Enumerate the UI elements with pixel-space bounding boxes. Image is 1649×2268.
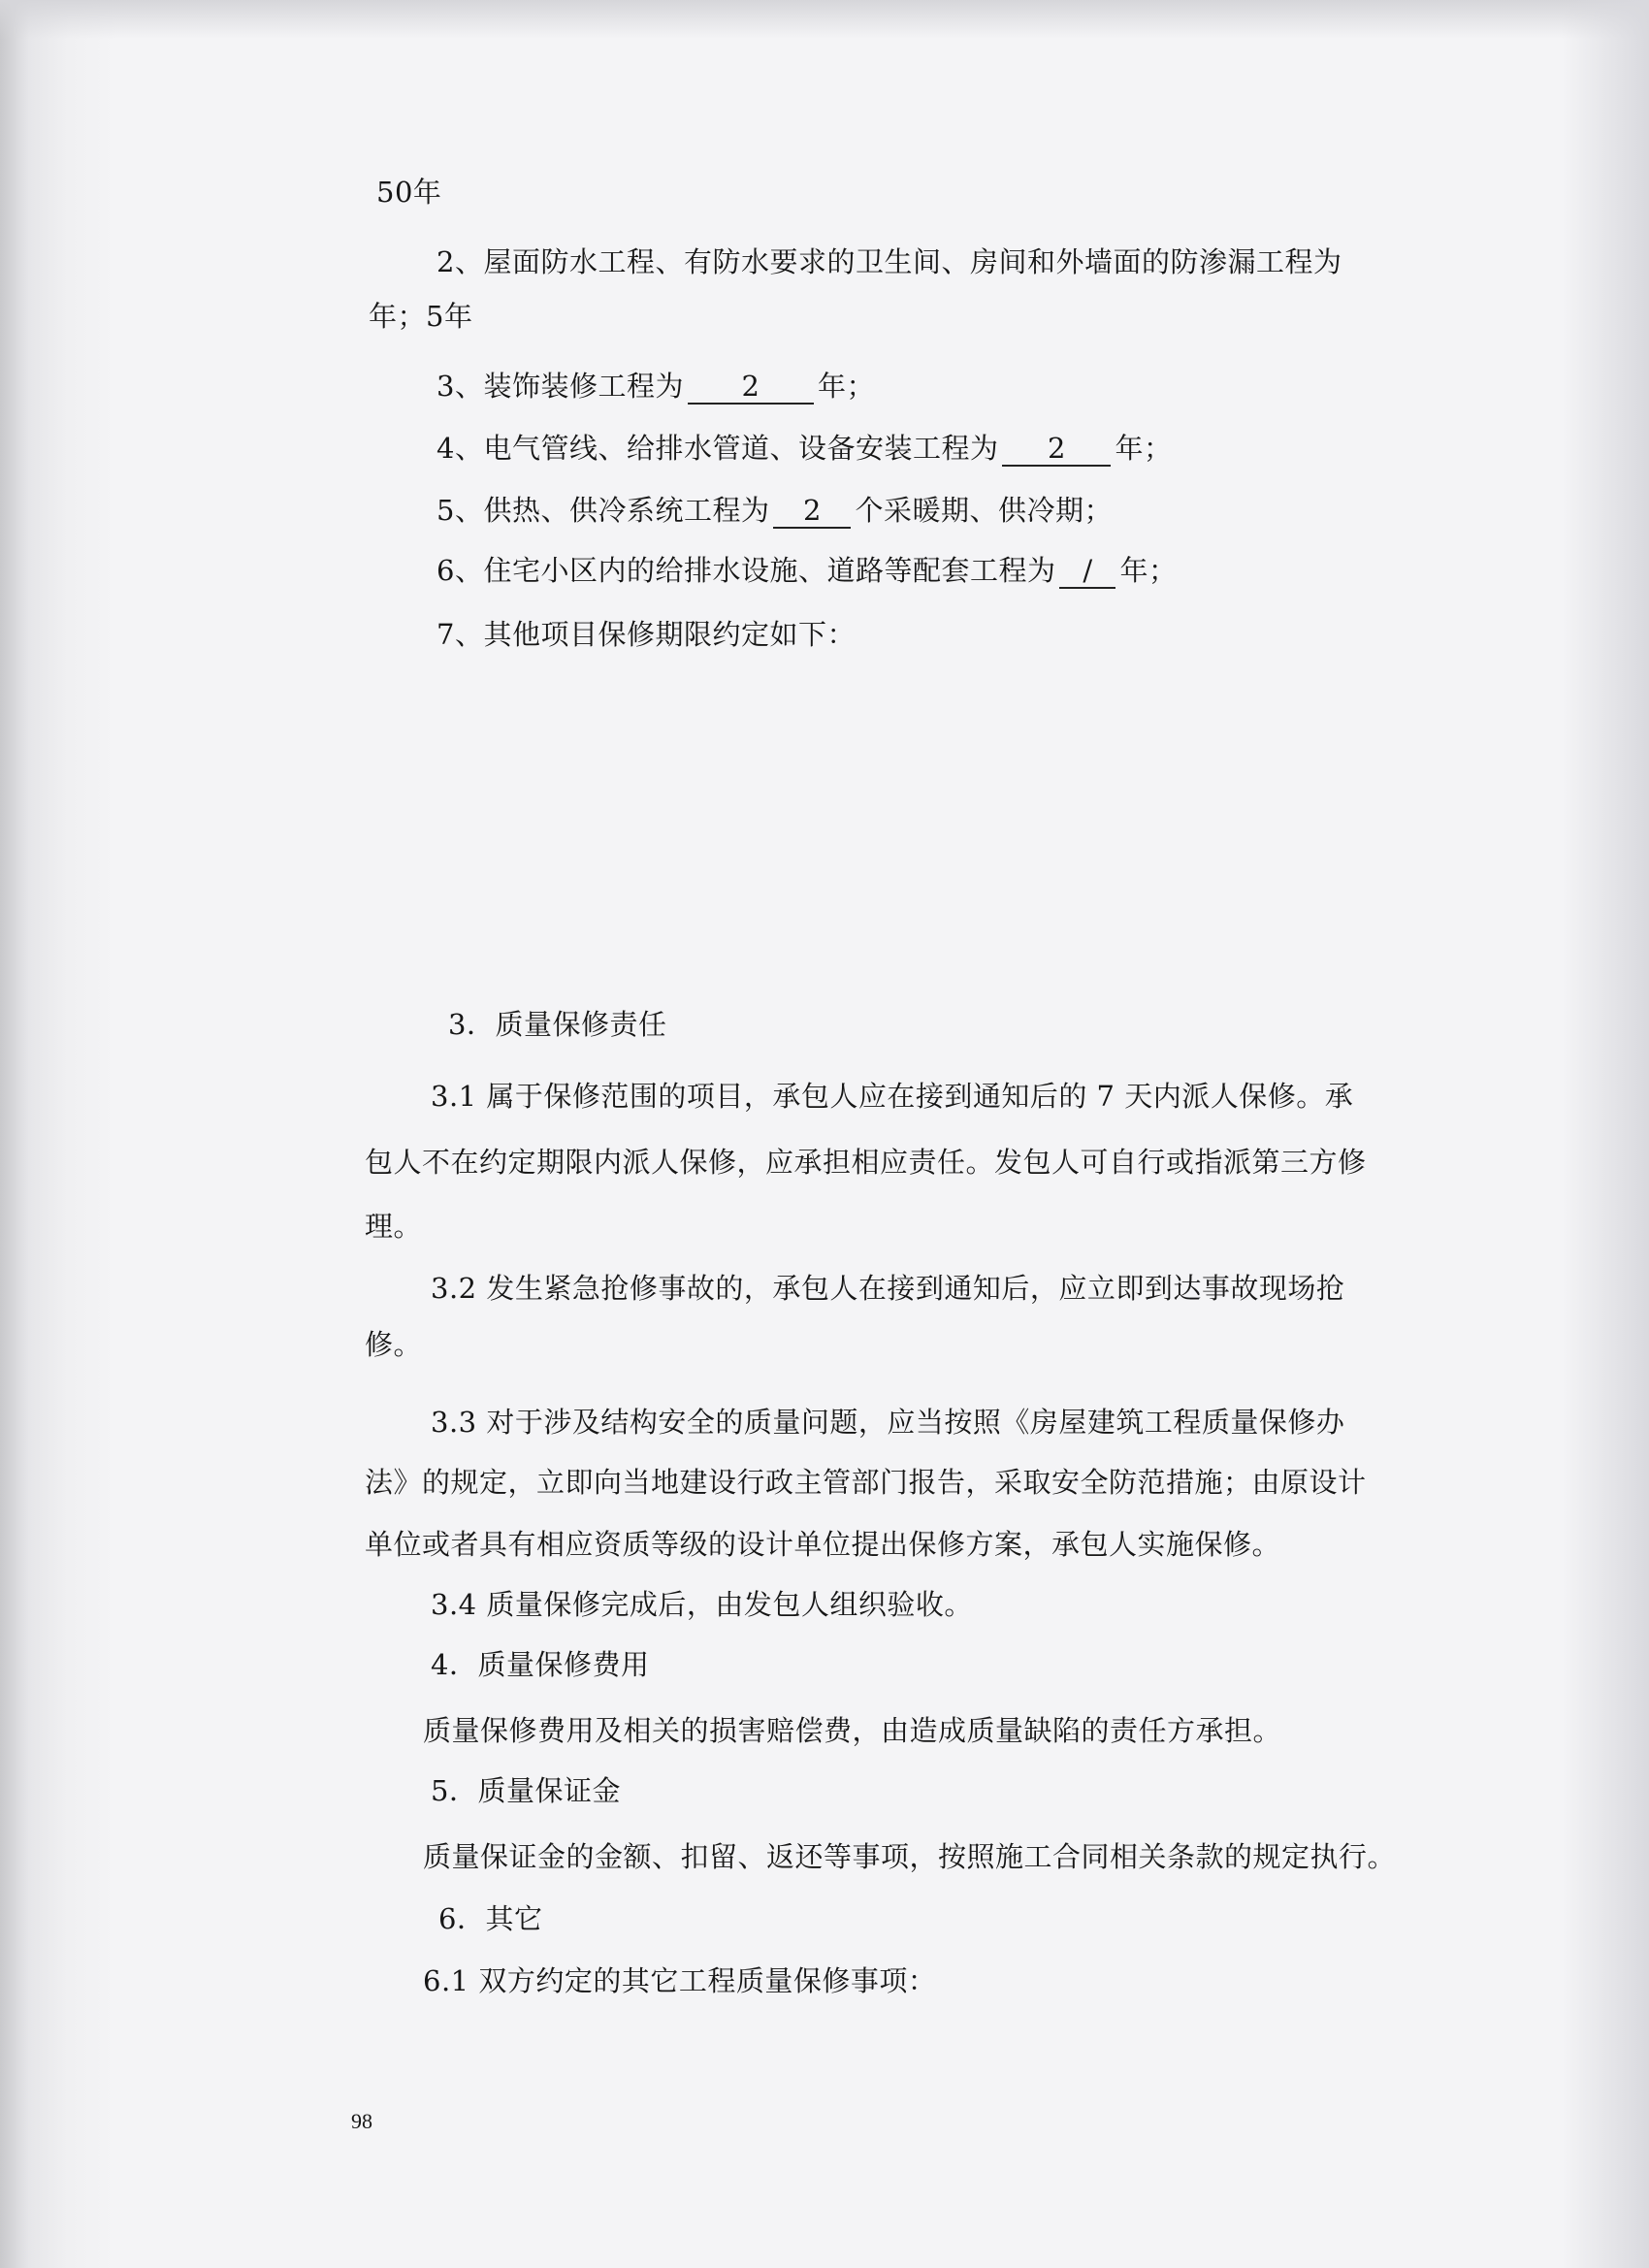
paragraph-5: 质量保证金的金额、扣留、返还等事项，按照施工合同相关条款的规定执行。 (423, 1840, 1397, 1873)
section-heading-6: 6．其它 (438, 1902, 543, 1935)
text-line-item-4 (436, 429, 1172, 468)
item-3-label: 3、装饰装修工程为 (436, 370, 684, 403)
item-3-unit: 年； (817, 370, 875, 403)
text-line-50-years: 50年 (376, 176, 442, 209)
text-line-item-6 (436, 551, 1177, 590)
item-6-value: / (1059, 554, 1116, 589)
text-line-item-3 (436, 367, 875, 405)
paragraph-3-2-line-1: 3.2 发生紧急抢修事故的，承包人在接到通知后，应立即到达事故现场抢 (431, 1272, 1345, 1305)
paragraph-3-3-line-2: 法》的规定，立即向当地建设行政主管部门报告，采取安全防范措施；由原设计 (365, 1466, 1367, 1499)
item-6-unit: 年； (1119, 554, 1178, 587)
page-right-shadow (1562, 0, 1649, 2268)
item-4-unit: 年； (1115, 432, 1173, 465)
item-4-value: 2 (1002, 432, 1111, 467)
item-3-value: 2 (688, 370, 814, 405)
page-binding-edge (0, 0, 116, 2268)
section-heading-5: 5．质量保证金 (431, 1774, 621, 1807)
item-5-label: 5、供热、供冷系统工程为 (436, 494, 770, 527)
item-5-value: 2 (773, 494, 851, 529)
text-line-item-2: 2、屋面防水工程、有防水要求的卫生间、房间和外墙面的防渗漏工程为 (436, 245, 1342, 278)
text-line-item-5 (436, 491, 1113, 530)
paragraph-4: 质量保修费用及相关的损害赔偿费，由造成质量缺陷的责任方承担。 (423, 1714, 1282, 1747)
item-6-label: 6、住宅小区内的给排水设施、道路等配套工程为 (436, 554, 1056, 587)
section-heading-4: 4．质量保修费用 (431, 1648, 650, 1681)
item-5-unit: 个采暖期、供冷期； (855, 494, 1113, 527)
text-line-item-2-cont: 年；5年 (369, 300, 473, 333)
paragraph-3-3-line-1: 3.3 对于涉及结构安全的质量问题，应当按照《房屋建筑工程质量保修办 (431, 1406, 1345, 1439)
paragraph-3-1-line-2: 包人不在约定期限内派人保修，应承担相应责任。发包人可自行或指派第三方修 (365, 1146, 1367, 1179)
item-4-label: 4、电气管线、给排水管道、设备安装工程为 (436, 432, 999, 465)
paragraph-3-2-line-2: 修。 (365, 1328, 423, 1361)
paragraph-3-4: 3.4 质量保修完成后，由发包人组织验收。 (431, 1588, 973, 1621)
page-number: 98 (351, 2109, 372, 2133)
section-heading-3: 3．质量保修责任 (448, 1008, 667, 1041)
paragraph-3-1-line-1: 3.1 属于保修范围的项目，承包人应在接到通知后的 7 天内派人保修。承 (431, 1080, 1354, 1113)
paragraph-3-1-line-3: 理。 (365, 1210, 423, 1243)
paragraph-3-3-line-3: 单位或者具有相应资质等级的设计单位提出保修方案，承包人实施保修。 (365, 1528, 1281, 1561)
paragraph-6-1: 6.1 双方约定的其它工程质量保修事项： (423, 1964, 937, 1997)
text-line-item-7: 7、其他项目保修期限约定如下： (436, 618, 856, 651)
